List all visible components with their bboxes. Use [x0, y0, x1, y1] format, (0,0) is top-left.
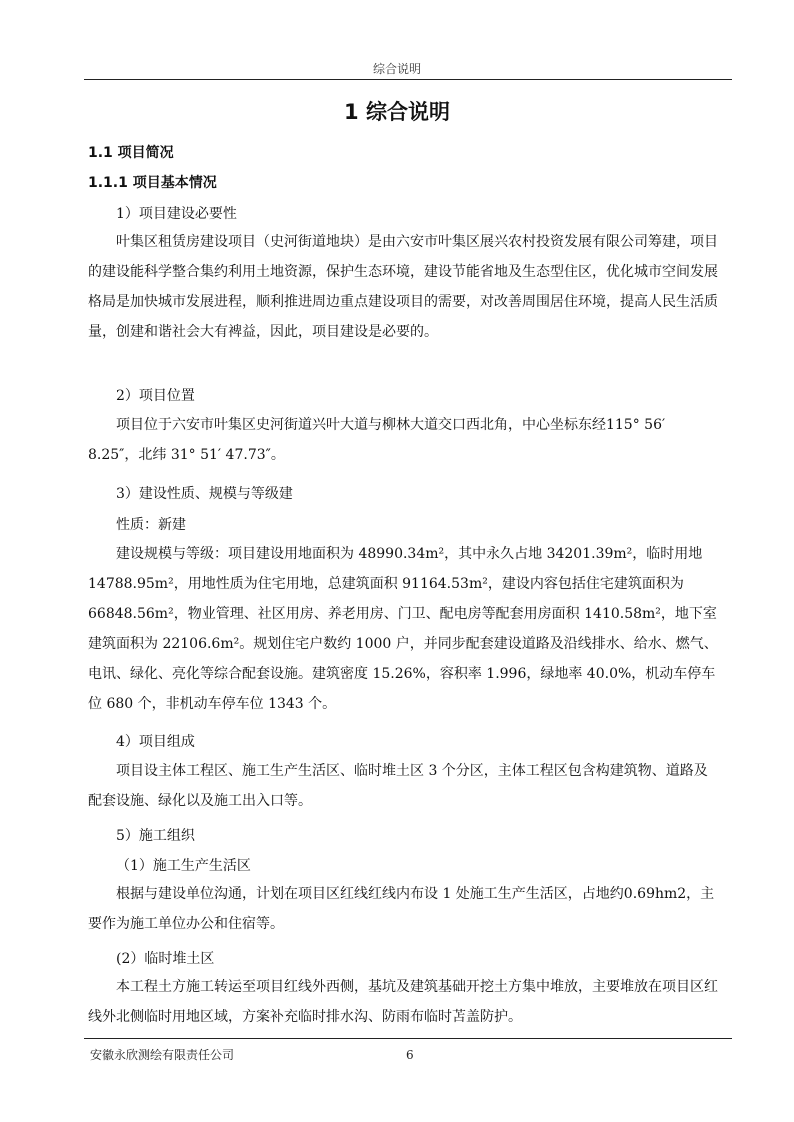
subitem-heading-soil-area: (2）临时堆土区 [116, 951, 215, 967]
running-header: 综合说明 [372, 62, 421, 76]
subsection-heading: 1.1.1 项目基本情况 [88, 175, 217, 191]
paragraph-scale: 建设规模与等级：项目建设用地面积为 48990.34m²，其中永久占地 34201.39m²，临时用地 14788.95m²，用地性质为住宅用地，总建筑面积 91164.53m²，建设内容包括住宅建筑面积为 66848.56m²，物业管理、社区用房、养老用房、门卫、配电房等配套用房面积 1410.58m²，地下室建筑面积为 22106.6m²。规划住宅户数约 1000 户，并同步配套建设道路及沿线排水、给水、燃气、电讯、绿化、亮化等综合配套设施。建筑密度 15.26%，容积率 1.996，绿地率 40.0%，机动车停车位 680 个，非机动车停车位 1343 个。 [88, 546, 718, 712]
item-heading-location: 2）项目位置 [116, 388, 195, 404]
paragraph-soil-area: 本工程土方施工转运至项目红线外西侧，基坑及建筑基础开挖土方集中堆放，主要堆放在项目区红线外北侧临时用地区域，方案补充临时排水沟、防雨布临时苫盖防护。 [88, 979, 718, 1025]
header-rule [84, 79, 732, 80]
item-heading-necessity: 1）项目建设必要性 [116, 206, 237, 222]
page-number: 6 [406, 1048, 414, 1062]
footer-rule [84, 1038, 732, 1039]
footer-company: 安徽永欣测绘有限责任公司 [90, 1048, 235, 1062]
paragraph-necessity: 叶集区租赁房建设项目（史河街道地块）是由六安市叶集区展兴农村投资发展有限公司筹建，项目的建设能科学整合集约利用土地资源，保护生态环境，建设节能省地及生态型住区，优化城市空间发展格局是加快城市发展进程，顺利推进周边重点建设项目的需要，对改善周围居住环境，提高人民生活质量，创建和谐社会大有裨益，因此，项目建设是必要的。 [88, 234, 718, 340]
item-heading-scale: 3）建设性质、规模与等级建 [116, 486, 293, 502]
section-heading: 1.1 项目简况 [88, 145, 174, 161]
construction-nature: 性质：新建 [116, 517, 186, 533]
item-heading-composition: 4）项目组成 [116, 734, 195, 750]
chapter-title: 1 综合说明 [344, 100, 450, 124]
paragraph-composition: 项目设主体工程区、施工生产生活区、临时堆土区 3 个分区，主体工程区包含构建筑物、道路及配套设施、绿化以及施工出入口等。 [88, 763, 708, 809]
subitem-heading-living-area: （1）施工生产生活区 [116, 858, 251, 874]
paragraph-location: 项目位于六安市叶集区史河街道兴叶大道与柳林大道交口西北角，中心坐标东经115° 56′ 8.25″，北纬 31° 51′ 47.73″。 [88, 417, 666, 463]
item-heading-organization: 5）施工组织 [116, 828, 195, 844]
paragraph-living-area: 根据与建设单位沟通，计划在项目区红线红线内布设 1 处施工生产生活区，占地约0.69hm2，主要作为施工单位办公和住宿等。 [88, 886, 715, 932]
